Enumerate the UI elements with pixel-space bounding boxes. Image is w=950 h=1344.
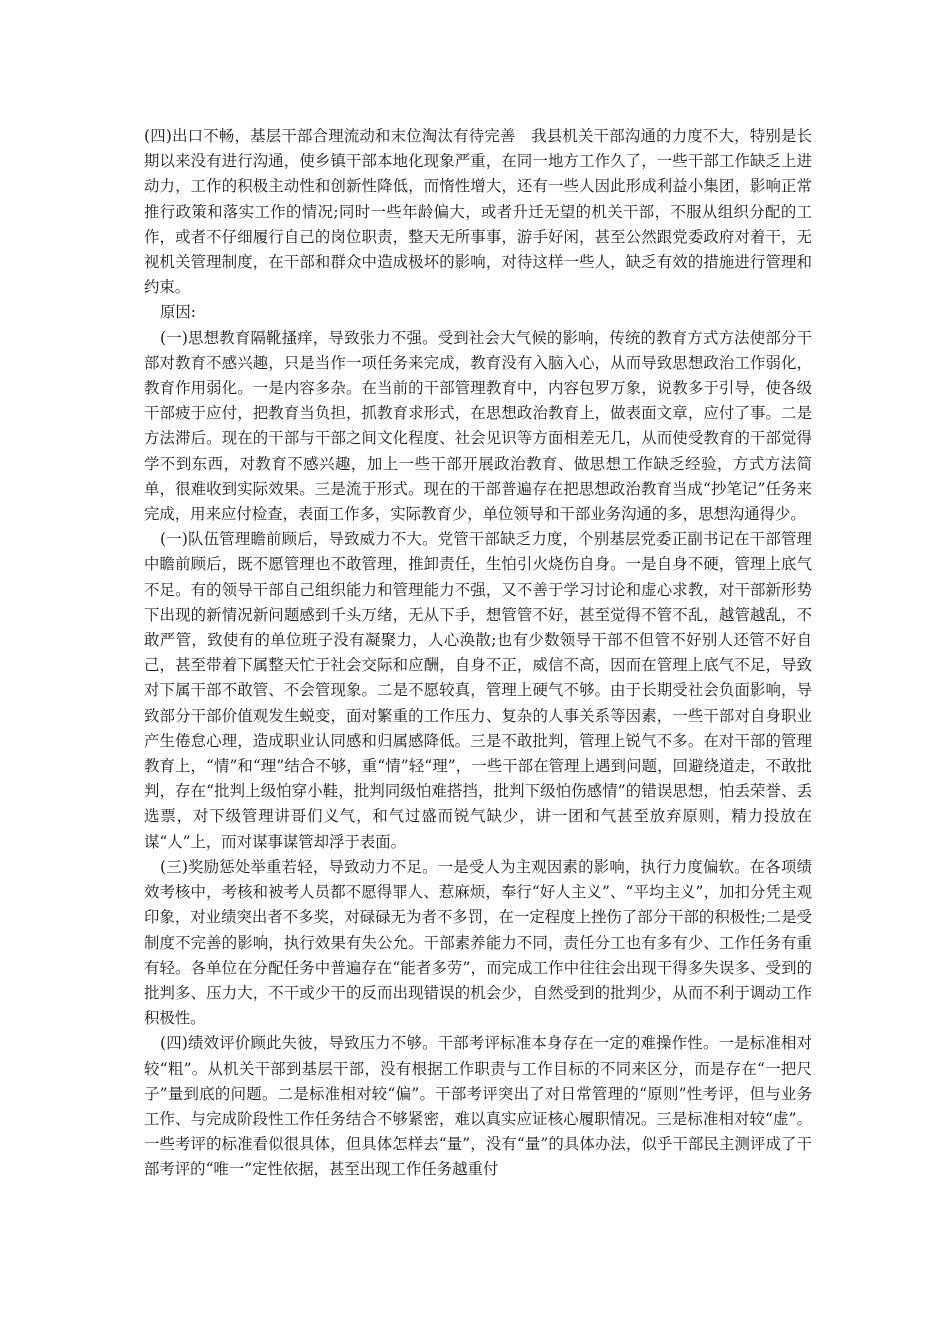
document-body [144,124,812,1183]
paragraph-team-management: (一)队伍管理瞻前顾后，导致威力不大。党管干部缺乏力度，个别基层党委正副书记在干部管理中瞻前顾后，既不愿管理也不敢管理，推卸责任，生怕引火烧伤自身。一是自身不硬，管理上底气不足。有的领导干部自己组织能力和管理能力不强，又不善于学习讨论和虚心求教，对干部新形势下出现的新情况新问题感到千头万绪，无从下手，想管管不好，甚至觉得不管不乱，越管越乱，不敢严管，致使有的单位班子没有凝聚力，人心涣散;也有少数领导干部不但管不好别人还管不好自己，甚至带着下属整天忙于社会交际和应酬，自身不正，威信不高，因而在管理上底气不足，导致对下属干部不敢管、不会管现象。二是不愿较真，管理上硬气不够。由于长期受社会负面影响，导致部分干部价值观发生蜕变，面对繁重的工作压力、复杂的人事关系等因素，一些干部对自身职业产生倦怠心理，造成职业认同感和归属感降低。三是不敢批判，管理上锐气不多。在对干部的管理教育上，“情”和“理”结合不够，重“情”轻“理”，一些干部在管理上遇到问题，回避绕道走，不敢批判，存在“批判上级怕穿小鞋，批判同级怕难搭挡，批判下级怕伤感情”的错误思想，怕丢荣誉、丢选票，对下级管理讲哥们义气，和气过盛而锐气缺少，讲一团和气甚至放弃原则，精力投放在谋“人”上，而对谋事谋管却浮于表面。 [144,530,812,851]
paragraph-causes-heading: 原因: [160,303,196,322]
paragraph-exit-channels: (四)出口不畅，基层干部合理流动和末位淘汰有待完善 我县机关干部沟通的力度不大，特别是长期以来没有进行沟通，使乡镇干部本地化现象严重，在同一地方工作久了，一些干部工作缺乏上进动力，工作的积极主动性和创新性降低，而惰性增大，还有一些人因此形成利益小集团，影响正常推行政策和落实工作的情况;同时一些年龄偏大，或者升迁无望的机关干部，不服从组织分配的工作，或者不仔细履行自己的岗位职责，整天无所事事，游手好闲，甚至公然跟党委政府对着干，无视机关管理制度，在干部和群众中造成极坏的影响，对待这样一些人，缺乏有效的措施进行管理和约束。 [144,127,812,297]
paragraph-performance-evaluation: (四)绩效评价顾此失彼，导致压力不够。干部考评标准本身存在一定的难操作性。一是标准相对较“粗”。从机关干部到基层干部，没有根据工作职责与工作目标的不同来区分，而是存在“一把尺子”量到底的问题。二是标准相对较“偏”。干部考评突出了对日常管理的“原则”性考评，但与业务工作、与完成阶段性工作任务结合不够紧密，难以真实应证核心履职情况。三是标准相对较“虚”。一些考评的标准看似很具体，但具体怎样去“量”，没有“量”的具体办法，似乎干部民主测评成了干部考评的“唯一”定性依据，甚至出现工作任务越重付 [144,1034,812,1179]
paragraph-ideological-education: (一)思想教育隔靴搔痒，导致张力不强。受到社会大气候的影响，传统的教育方式方法使部分干部对教育不感兴趣，只是当作一项任务来完成，教育没有入脑入心，从而导致思想政治工作弱化，教育作用弱化。一是内容多杂。在当前的干部管理教育中，内容包罗万象，说教多于引导，使各级干部疲于应付，把教育当负担，抓教育求形式，在思想政治教育上，做表面文章，应付了事。二是方法滞后。现在的干部与干部之间文化程度、社会见识等方面相差无几，从而使受教育的干部觉得学不到东西，对教育不感兴趣，加上一些干部开展政治教育、做思想工作缺乏经验，方式方法简单，很难收到实际效果。三是流于形式。现在的干部普遍存在把思想政治教育当成“抄笔记”任务来完成，用来应付检查，表面工作多，实际教育少，单位领导和干部业务沟通的多，思想沟通得少。 [144,328,812,524]
paragraph-rewards-punishments: (三)奖励惩处举重若轻，导致动力不足。一是受人为主观因素的影响，执行力度偏软。在各项绩效考核中，考核和被考人员都不愿得罪人、惹麻烦，奉行“好人主义”、“平均主义”，加扣分凭主观印象，对业绩突出者不多奖，对碌碌无为者不多罚，在一定程度上挫伤了部分干部的积极性;二是受制度不完善的影响，执行效果有失公允。干部素养能力不同，责任分工也有多有少、工作任务有重有轻。各单位在分配任务中普遍存在“能者多劳”，而完成工作中往往会出现干得多失误多、受到的批判多、压力大，不干或少干的反而出现错误的机会少，自然受到的批判少，从而不利于调动工作积极性。 [144,857,812,1028]
